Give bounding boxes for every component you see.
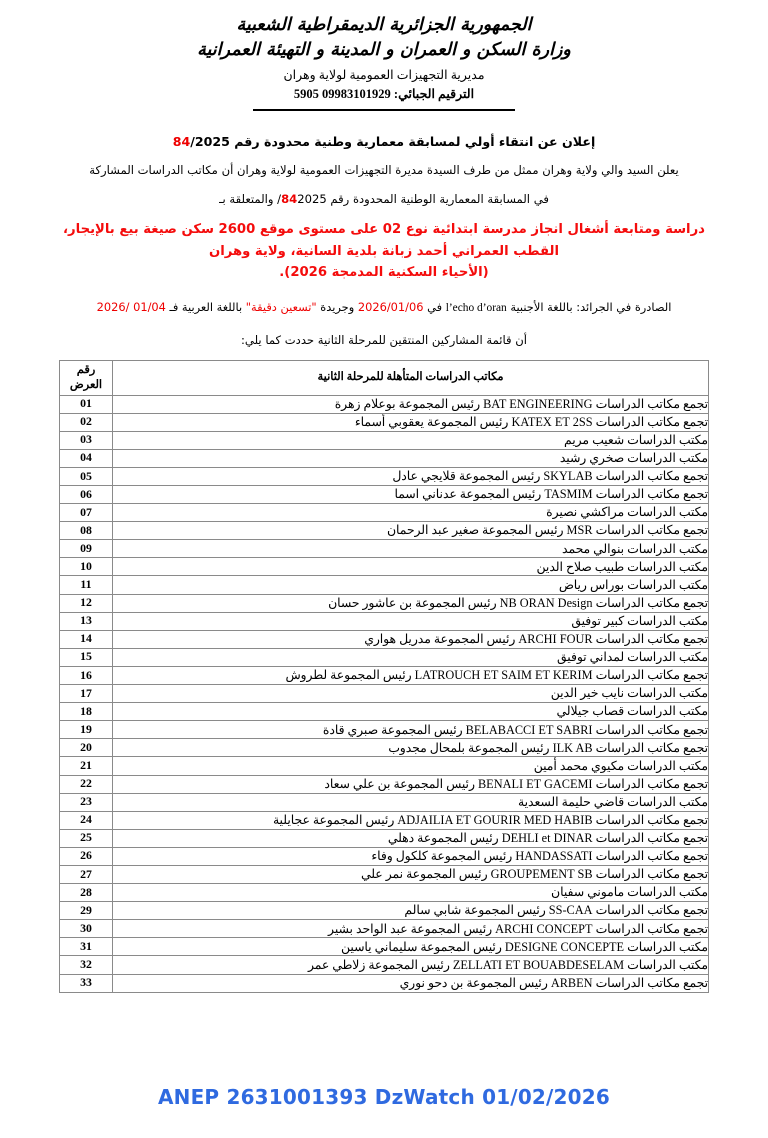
table-row [60,504,709,522]
cell-offer-number: 15 [60,648,113,666]
intro-paragraph: يعلن السيد والي ولاية وهران ممثل من طرف السيدة مديرة التجهيزات العمومية لولاية وهران أن مكاتب الدراسات المشاركة [89,162,679,177]
cell-office-name: مكتب الدراسات طبيب صلاح الدين [113,558,709,576]
cell-office-name: تجمع مكاتب الدراسات DEHLI et DINAR رئيس المجموعة دهلي [113,829,709,847]
cell-offer-number: 11 [60,576,113,594]
publication-fr-date-label: في [427,299,443,314]
cell-offer-number: 05 [60,467,113,485]
table-row [60,956,709,974]
table-body [60,395,709,992]
cell-office-name: مكتب الدراسات كبير توفيق [113,612,709,630]
cell-office-name: تجمع مكاتب الدراسات LATROUCH ET SAIM ET KERIM رئيس المجموعة لطروش [113,666,709,684]
cell-offer-number: 28 [60,884,113,902]
cell-offer-number: 22 [60,775,113,793]
project-description [60,219,708,283]
table-row [60,648,709,666]
cell-offer-number: 07 [60,504,113,522]
table-row [60,865,709,883]
cell-offer-number: 09 [60,540,113,558]
cell-office-name: مكتب الدراسات مكيوي محمد أمين [113,757,709,775]
announce-title-suffix: /2025 [190,133,230,149]
table-row [60,739,709,757]
cell-offer-number: 27 [60,865,113,883]
cell-office-name: تجمع مكاتب الدراسات HANDASSATI رئيس المجموعة كلكول وفاء [113,847,709,865]
qualified-offices-table-wrapper [59,360,709,993]
cell-offer-number: 16 [60,666,113,684]
cell-office-name: تجمع مكاتب الدراسات SKYLAB رئيس المجموعة قلايجي عادل [113,467,709,485]
cell-offer-number: 33 [60,974,113,992]
cell-offer-number: 01 [60,395,113,413]
table-row [60,540,709,558]
cell-offer-number: 30 [60,920,113,938]
cell-office-name: مكتب الدراسات قاضي حليمة السعدية [113,793,709,811]
table-row [60,576,709,594]
table-row [60,721,709,739]
cell-offer-number: 03 [60,431,113,449]
table-row [60,775,709,793]
cell-office-name: تجمع مكاتب الدراسات SS-CAA رئيس المجموعة شابي سالم [113,902,709,920]
table-row [60,467,709,485]
project-line-3: (الأحياء السكنية المدمجة 2026). [279,265,489,281]
ministry-title: وزارة السكن و العمران و المدينة و التهيئة العمرانية [197,40,571,61]
cell-office-name: مكتب الدراسات نايب خير الدين [113,685,709,703]
cell-offer-number: 29 [60,902,113,920]
cell-offer-number: 08 [60,522,113,540]
competition-reference-paragraph [60,190,708,210]
cell-office-name: مكتب الدراسات ZELLATI ET BOUABDESELAM رئيس المجموعة زلاطي عمر [113,956,709,974]
publication-ar-lang: باللغة العربية فـ [169,299,243,314]
table-row [60,594,709,612]
project-line-1: دراسة ومتابعة أشغال انجاز مدرسة ابتدائية نوع 02 على مستوى موقع 2600 سكن صيغة بيع بالإيجار، [63,222,705,238]
cell-office-name: تجمع مكاتب الدراسات TASMIM رئيس المجموعة عدناني اسما [113,486,709,504]
table-row [60,685,709,703]
table-row [60,902,709,920]
announce-title-number: 84 [172,133,191,149]
publication-paragraph [60,298,708,319]
cell-offer-number: 04 [60,449,113,467]
table-row [60,847,709,865]
table-row [60,395,709,413]
cell-office-name: تجمع مكاتب الدراسات ADJAILIA ET GOURIR MED HABIB رئيس المجموعة عجايلية [113,811,709,829]
cell-offer-number: 17 [60,685,113,703]
cell-office-name: مكتب الدراسات شعيب مريم [113,431,709,449]
qualified-offices-table [59,360,709,993]
table-row [60,612,709,630]
table-row [60,938,709,956]
cell-office-name: تجمع مكاتب الدراسات NB ORAN Design رئيس المجموعة بن عاشور حسان [113,594,709,612]
publication-newspaper-ar: "تسعين دقيقة" [245,299,317,314]
cell-offer-number: 25 [60,829,113,847]
tax-identification-number: الترقيم الجبائي: 09983101929 5905 [293,87,475,102]
cell-office-name: تجمع مكاتب الدراسات KATEX ET 2SS رئيس المجموعة يعقوبي أسماء [113,413,709,431]
column-header-offices: مكاتب الدراسات المتأهلة للمرحلة الثانية [113,360,709,395]
cell-offer-number: 31 [60,938,113,956]
cell-office-name: مكتب الدراسات مراكشي نصيرة [113,504,709,522]
cell-office-name: تجمع مكاتب الدراسات BELABACCI ET SABRI رئيس المجموعة صبري قادة [113,721,709,739]
cell-offer-number: 18 [60,703,113,721]
republic-title: الجمهورية الجزائرية الديمقراطية الشعبية [236,15,532,35]
page-title [60,133,708,152]
table-row [60,811,709,829]
table-row [60,793,709,811]
cell-office-name: تجمع مكاتب الدراسات ILK AB رئيس المجموعة بلمحال مجدوب [113,739,709,757]
cell-office-name: مكتب الدراسات بنوالي محمد [113,540,709,558]
publication-ar-date: 01/04 /2026 [96,299,166,314]
cell-offer-number: 02 [60,413,113,431]
table-row [60,974,709,992]
announce-title-prefix: إعلان عن انتقاء أولي لمسابقة معمارية وطنية محدودة رقم [234,133,596,149]
header-divider [253,109,515,111]
table-row [60,413,709,431]
cell-offer-number: 12 [60,594,113,612]
cell-office-name: مكتب الدراسات صخري رشيد [113,449,709,467]
table-row [60,630,709,648]
cell-offer-number: 19 [60,721,113,739]
table-row [60,431,709,449]
cell-offer-number: 32 [60,956,113,974]
table-row [60,449,709,467]
table-row [60,666,709,684]
selected-participants-note: أن قائمة المشاركين المنتقين للمرحلة الثانية حددت كما يلي: [241,332,527,347]
table-row [60,757,709,775]
cell-offer-number: 24 [60,811,113,829]
cell-office-name: تجمع مكاتب الدراسات ARCHI FOUR رئيس المجموعة مدريل هواري [113,630,709,648]
competition-ref-prefix: في المسابقة المعمارية الوطنية المحدودة رقم [330,191,549,206]
cell-offer-number: 14 [60,630,113,648]
table-row [60,829,709,847]
table-header-row [60,360,709,395]
cell-office-name: مكتب الدراسات DESIGNE CONCEPTE رئيس المجموعة سليماني ياسين [113,938,709,956]
cell-office-name: مكتب الدراسات قصاب جيلالي [113,703,709,721]
competition-ref-number: 84 [281,191,298,206]
anep-footer: ANEP 2631001393 DzWatch 01/02/2026 [157,1085,611,1109]
cell-office-name: تجمع مكاتب الدراسات ARCHI CONCEPT رئيس المجموعة عبد الواحد بشير [113,920,709,938]
cell-office-name: تجمع مكاتب الدراسات MSR رئيس المجموعة صغير عبد الرحمان [113,522,709,540]
directorate-subtitle: مديرية التجهيزات العمومية لولاية وهران [283,68,485,83]
table-row [60,703,709,721]
table-row [60,558,709,576]
cell-office-name: تجمع مكاتب الدراسات BENALI ET GACEMI رئيس المجموعة بن علي سعاد [113,775,709,793]
table-row [60,884,709,902]
cell-offer-number: 10 [60,558,113,576]
body-copy [60,133,708,347]
cell-office-name: مكتب الدراسات ماموني سفيان [113,884,709,902]
masthead [0,0,768,111]
table-row [60,486,709,504]
column-header-offer-number-line2: العرض [69,378,103,391]
cell-offer-number: 26 [60,847,113,865]
project-line-2: القطب العمراني أحمد زبانة بلدية السانية، ولاية وهران [209,243,559,259]
competition-ref-suffix: 2025/ والمتعلقة بـ [219,191,327,206]
table-head [60,360,709,395]
publication-mid: وجريدة [320,299,355,314]
publication-fr-date: 2026/01/06 [357,299,424,314]
cell-offer-number: 23 [60,793,113,811]
cell-offer-number: 13 [60,612,113,630]
table-row [60,522,709,540]
cell-offer-number: 06 [60,486,113,504]
table-row [60,920,709,938]
column-header-offer-number-line1: رقم [76,364,96,377]
cell-offer-number: 21 [60,757,113,775]
publication-newspaper-fr: l’echo d’oran [445,301,507,314]
column-header-offer-number [60,360,113,395]
cell-offer-number: 20 [60,739,113,757]
cell-office-name: تجمع مكاتب الدراسات GROUPEMENT SB رئيس المجموعة نمر علي [113,865,709,883]
cell-office-name: تجمع مكاتب الدراسات BAT ENGINEERING رئيس المجموعة بوعلام زهرة [113,395,709,413]
cell-office-name: مكتب الدراسات بوراس رياض [113,576,709,594]
cell-office-name: مكتب الدراسات لمداني توفيق [113,648,709,666]
cell-office-name: تجمع مكاتب الدراسات ARBEN رئيس المجموعة بن دحو نوري [113,974,709,992]
publication-prefix: الصادرة في الجرائد: باللغة الأجنبية [510,299,672,314]
